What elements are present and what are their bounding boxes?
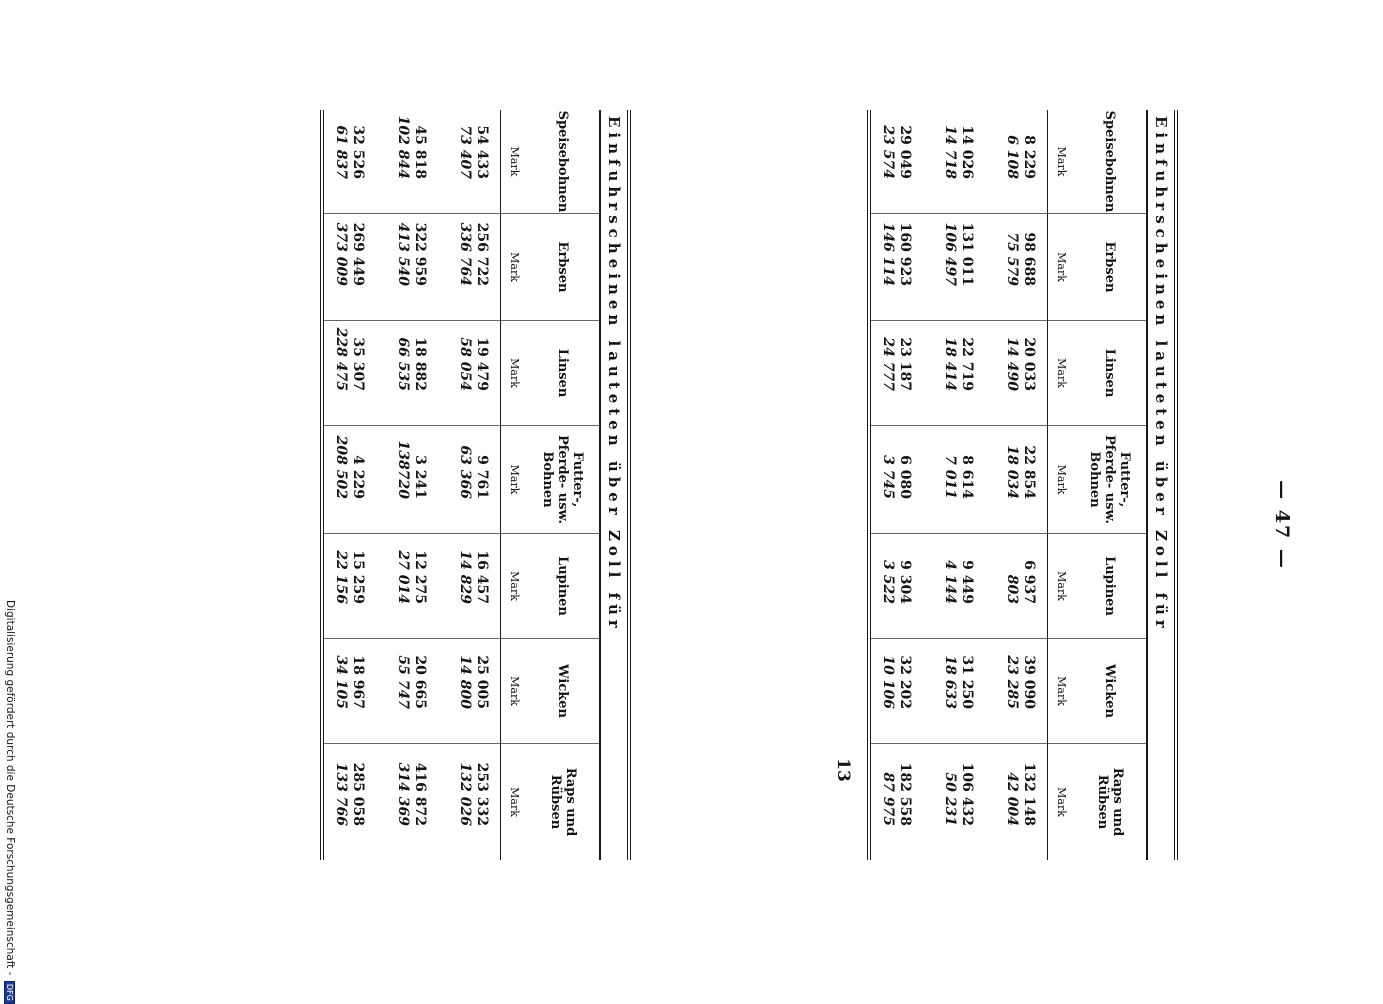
- unit-label: Mark: [1048, 321, 1074, 426]
- table-cell: 15 259: [350, 550, 366, 604]
- unit-label: Mark: [501, 426, 527, 534]
- unit-label: Mark: [501, 321, 527, 426]
- column-header: Futter-, Pferde- usw. Bohnen: [527, 426, 599, 534]
- table-cell: 106 497: [942, 222, 958, 286]
- unit-label: Mark: [1048, 214, 1074, 321]
- table-cell: 87 975: [880, 772, 896, 826]
- column-header: Raps und Rübsen: [1095, 767, 1125, 837]
- table-cell: 61 837: [333, 125, 349, 179]
- table-cell: 55 747: [395, 655, 411, 709]
- column-header: Lupinen: [1074, 534, 1146, 639]
- value-column: [324, 321, 500, 426]
- table-cell: 14 800: [457, 655, 473, 709]
- table-cell: 31 250: [959, 655, 975, 709]
- table-cell: 228 475: [333, 327, 349, 391]
- funding-text: Digitalisierung gefördert durch die Deutsche Forschungsgemeinschaft -: [4, 600, 16, 976]
- column-header: Futter-, Pferde- usw. Bohnen: [1074, 426, 1146, 534]
- table-cell: 3 522: [880, 560, 896, 604]
- table-cell: 24 777: [880, 337, 896, 391]
- table-cell: 106 432: [959, 762, 975, 826]
- table-cell: 208 502: [333, 435, 349, 499]
- column-header: Linsen: [1074, 321, 1146, 426]
- table-cell: 12 275: [412, 550, 428, 604]
- table-top-rule: [627, 110, 631, 860]
- table-cell: 19 479: [474, 337, 490, 391]
- unit-label: Mark: [501, 534, 527, 639]
- table-cell: 23 574: [880, 125, 896, 179]
- unit-label: Mark: [1048, 110, 1074, 214]
- table-cell: 413 540: [395, 222, 411, 286]
- table-cell: 133 766: [333, 762, 349, 826]
- table-cell: 132 026: [457, 762, 473, 826]
- table-cell: 20 665: [412, 655, 428, 709]
- table-cell: 75 579: [1004, 232, 1020, 286]
- table-cell: 18 882: [412, 337, 428, 391]
- table-cell: 14 829: [457, 550, 473, 604]
- table-cell: 63 366: [457, 445, 473, 499]
- table-cell: 8 229: [1021, 135, 1037, 179]
- column-header: Erbsen: [527, 214, 599, 321]
- table-cell: 256 722: [474, 222, 490, 286]
- value-column: [871, 744, 1047, 860]
- value-column: [324, 744, 500, 860]
- table-cell: 3 745: [880, 455, 896, 499]
- table-cell: 803: [1004, 574, 1020, 604]
- table-cell: 4 229: [350, 455, 366, 499]
- column-headers: [1074, 110, 1146, 860]
- unit-label: Mark: [1055, 787, 1068, 817]
- table-cell: 22 156: [333, 550, 349, 604]
- value-column: [324, 214, 500, 321]
- unit-label: Mark: [1048, 426, 1074, 534]
- table-cell: 285 058: [350, 762, 366, 826]
- table-title: Einfuhrscheinen lauteten über Zoll für: [605, 116, 623, 633]
- table-cell: 269 449: [350, 222, 366, 286]
- page-number: — 47 —: [1271, 480, 1293, 570]
- table-cell: 23 187: [897, 337, 913, 391]
- table-cell: 6 080: [897, 455, 913, 499]
- table-cell: 373 009: [333, 222, 349, 286]
- column-headers: [527, 110, 599, 860]
- unit-row: [501, 110, 527, 860]
- table-cell: 7 011: [942, 455, 958, 499]
- table-cell: 160 923: [897, 222, 913, 286]
- column-header: Speisebohnen: [527, 110, 599, 214]
- table-cell: 9 449: [959, 560, 975, 604]
- column-header: Wicken: [527, 639, 599, 744]
- table-cell: 146 114: [880, 222, 896, 286]
- column-header: Lupinen: [527, 534, 599, 639]
- table-cell: 131 011: [959, 222, 975, 286]
- table-cell: 22 719: [959, 337, 975, 391]
- table-cell: 253 332: [474, 762, 490, 826]
- unit-label: Mark: [508, 787, 521, 817]
- table-cell: 336 764: [457, 222, 473, 286]
- table-cell: 10 106: [880, 655, 896, 709]
- table-top-rule: [1174, 110, 1178, 860]
- table-cell: 6 937: [1021, 560, 1037, 604]
- table-cell: 18 034: [1004, 445, 1020, 499]
- table-cell: 314 369: [395, 762, 411, 826]
- value-column: [871, 110, 1047, 214]
- table-cell: 35 307: [350, 337, 366, 391]
- table-cell: 23 285: [1004, 655, 1020, 709]
- unit-row: [1048, 110, 1074, 860]
- value-column: [324, 639, 500, 744]
- table-body: [871, 110, 1047, 860]
- value-column: [871, 214, 1047, 321]
- dfg-logo: DFG: [4, 981, 15, 1004]
- unit-label: Mark: [501, 639, 527, 744]
- table-cell: 14 490: [1004, 337, 1020, 391]
- table-cell: 9 304: [897, 560, 913, 604]
- table-cell: 3 241: [412, 455, 428, 499]
- table-cell: 8 614: [959, 455, 975, 499]
- table-cell: 16 457: [474, 550, 490, 604]
- table-cell: 18 414: [942, 337, 958, 391]
- table-cell: 66 535: [395, 337, 411, 391]
- table-cell: 416 872: [412, 762, 428, 826]
- table-cell: 34 105: [333, 655, 349, 709]
- table-cell: 6 108: [1004, 135, 1020, 179]
- table-cell: 18 967: [350, 655, 366, 709]
- table-cell: 18 633: [942, 655, 958, 709]
- table-cell: 45 818: [412, 125, 428, 179]
- unit-label: Mark: [1048, 639, 1074, 744]
- table-cell: 132 148: [1021, 762, 1037, 826]
- value-column: [324, 534, 500, 639]
- table-cell: 29 049: [897, 125, 913, 179]
- unit-label: Mark: [501, 110, 527, 214]
- table-cell: 182 558: [897, 762, 913, 826]
- table-cell: 50 231: [942, 772, 958, 826]
- folio-number: 13: [833, 758, 853, 782]
- table-cell: 22 854: [1021, 445, 1037, 499]
- table-title: Einfuhrscheinen lauteten über Zoll für: [1152, 116, 1170, 633]
- table-cell: 54 433: [474, 125, 490, 179]
- funding-note: [4, 600, 16, 1001]
- table-cell: 102 844: [395, 115, 411, 179]
- column-header: Linsen: [527, 321, 599, 426]
- table-cell: 98 688: [1021, 232, 1037, 286]
- table-1: [867, 110, 1178, 860]
- table-cell: 9 761: [474, 455, 490, 499]
- table-cell: 27 014: [395, 550, 411, 604]
- table-cell: 4 144: [942, 560, 958, 604]
- table-cell: 322 959: [412, 222, 428, 286]
- table-cell: 20 033: [1021, 337, 1037, 391]
- table-body: [324, 110, 500, 860]
- table-cell: 138720: [395, 440, 411, 499]
- value-column: [324, 110, 500, 214]
- value-column: [871, 639, 1047, 744]
- unit-label: Mark: [1048, 534, 1074, 639]
- table-cell: 42 004: [1004, 772, 1020, 826]
- table-cell: 32 526: [350, 125, 366, 179]
- table-cell: 32 202: [897, 655, 913, 709]
- table-cell: 58 054: [457, 337, 473, 391]
- column-header: Erbsen: [1074, 214, 1146, 321]
- table-cell: 14 718: [942, 125, 958, 179]
- table-cell: 39 090: [1021, 655, 1037, 709]
- value-column: [324, 426, 500, 534]
- table-cell: 25 005: [474, 655, 490, 709]
- table-2: [320, 110, 631, 860]
- value-column: [871, 426, 1047, 534]
- table-cell: 73 407: [457, 125, 473, 179]
- table-cell: 14 026: [959, 125, 975, 179]
- value-column: [871, 321, 1047, 426]
- column-header: Raps und Rübsen: [548, 767, 578, 837]
- column-header: Wicken: [1074, 639, 1146, 744]
- value-column: [871, 534, 1047, 639]
- column-header: Speisebohnen: [1074, 110, 1146, 214]
- unit-label: Mark: [501, 214, 527, 321]
